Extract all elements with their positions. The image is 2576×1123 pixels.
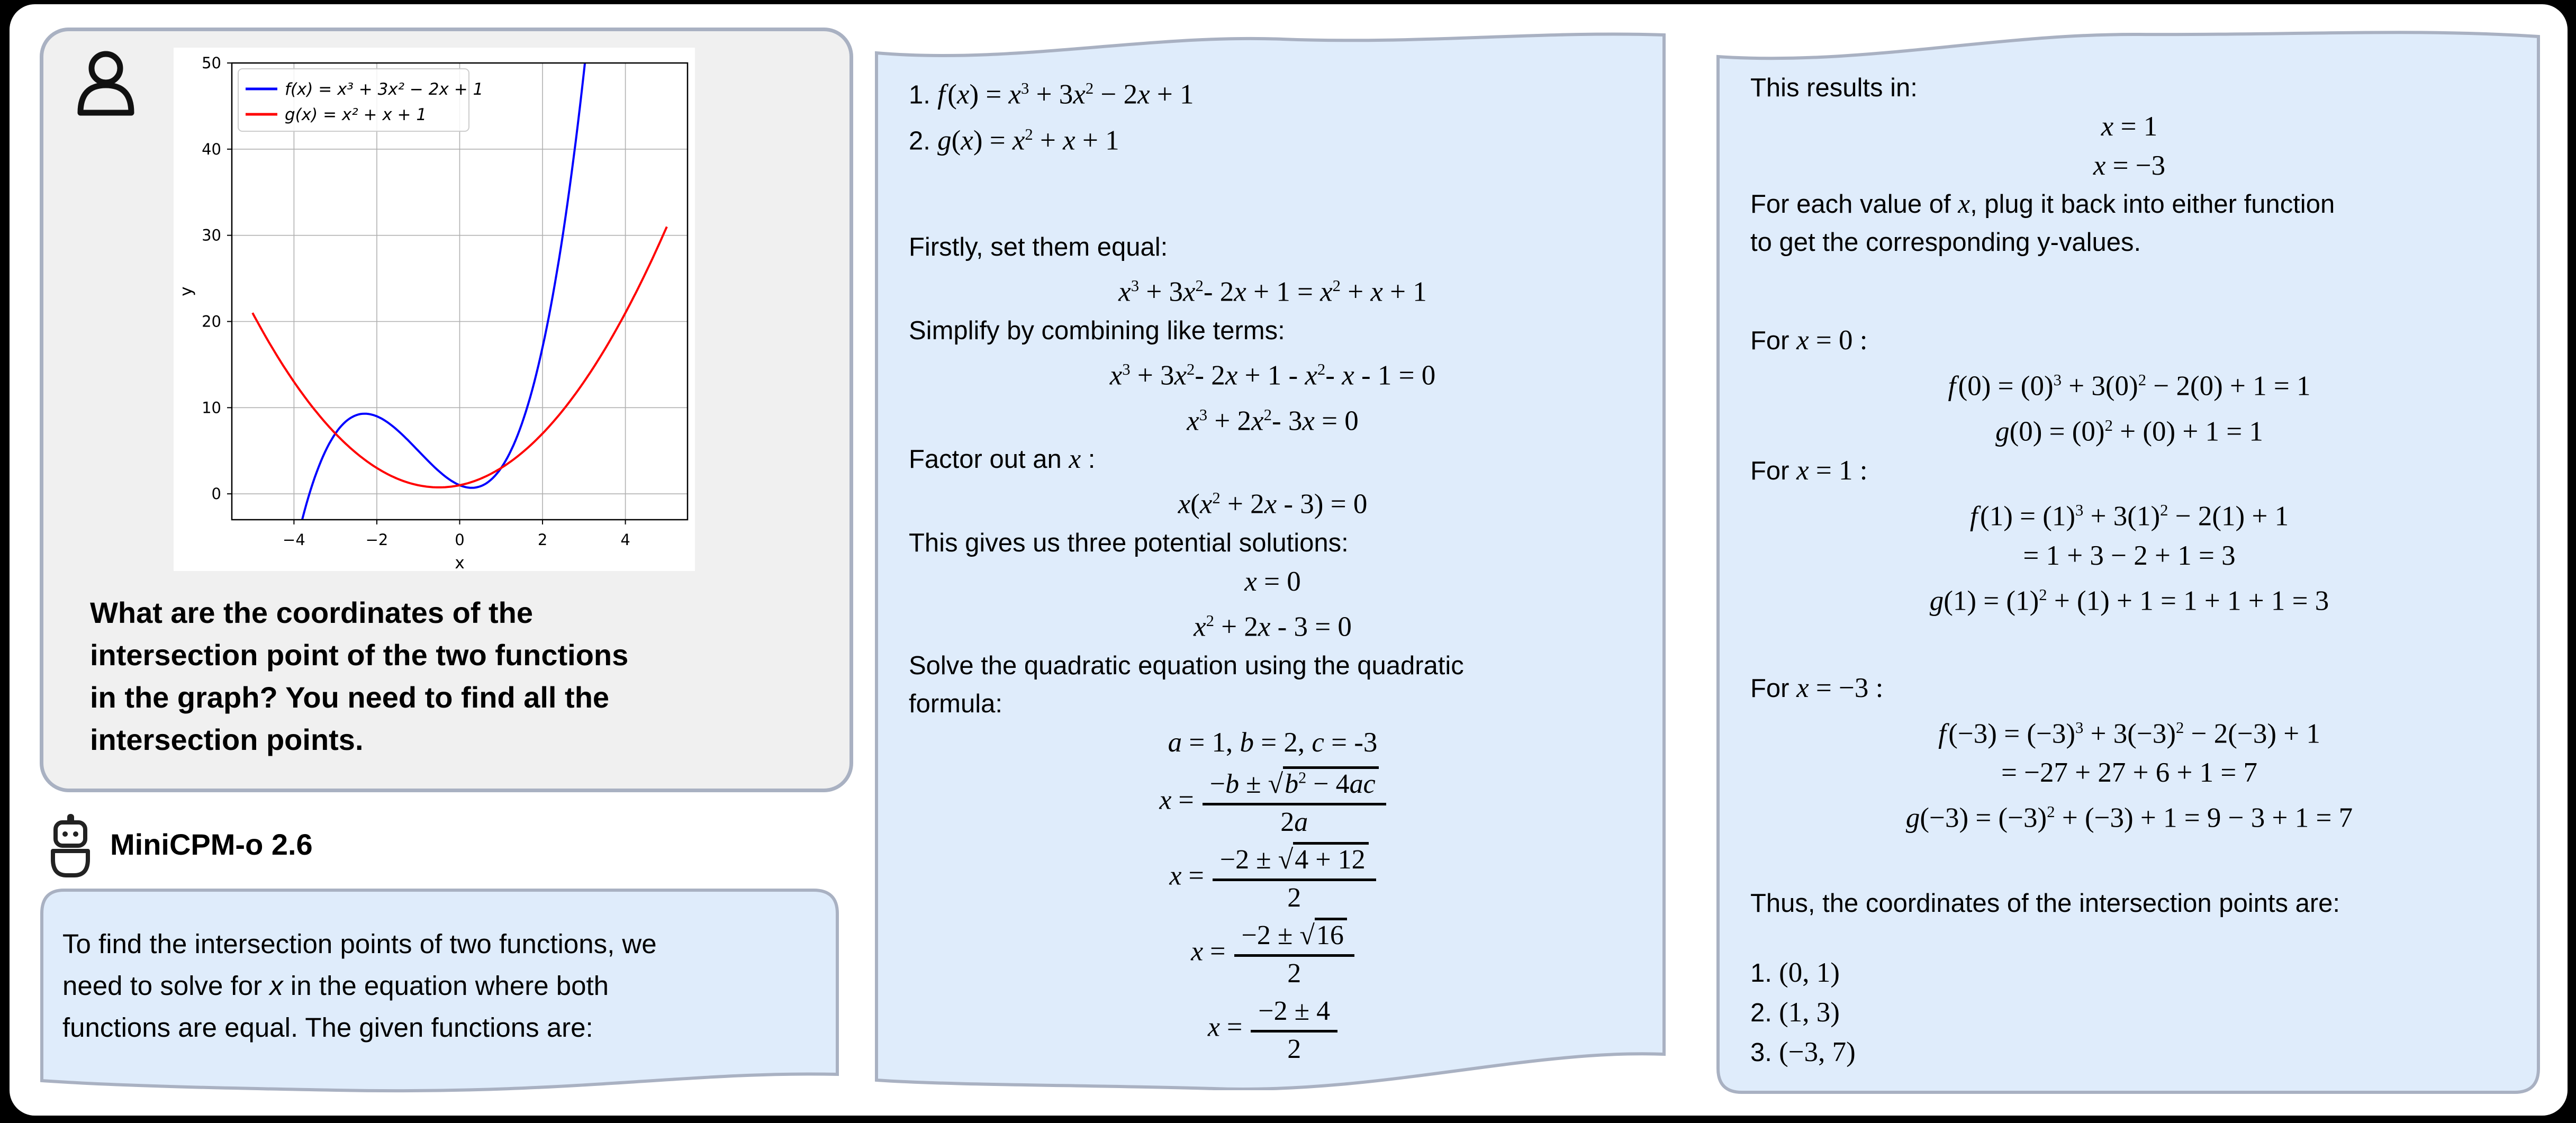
- spacer: [1750, 621, 2508, 668]
- right-panel-lines: [1750, 69, 2508, 1072]
- svg-text:−4: −4: [283, 531, 305, 549]
- text-line: Solve the quadratic equation using the quadratic formula:: [909, 651, 1464, 718]
- text-line: This results in:: [1750, 74, 1918, 102]
- equation-line: 1. (0, 1): [1750, 957, 1840, 988]
- equation-line: 3. (−3, 7): [1750, 1036, 1856, 1067]
- legend: [238, 69, 483, 131]
- equation-line: $x^3 + 3x^2-$ $2x + 1 = x^2 + x + 1$: [1118, 276, 1427, 307]
- assistant-intro-text: To find the intersection points of two functions, we need to solve for x in the equation where both functions are equal. The given functions are:: [62, 929, 657, 1043]
- text-line: Factor out an x :: [909, 444, 1096, 475]
- svg-text:40: 40: [202, 140, 221, 158]
- equation-line: $x^2 + 2x - 3 = 0$: [1194, 611, 1352, 642]
- equation-line: f $(1) = (1)^3 + 3(1)^2 - 2(1) + 1$: [1969, 501, 2289, 532]
- plot-area: [174, 48, 695, 571]
- equation-line: = 1 + 3 − 2 + 1 = 3: [2023, 540, 2236, 571]
- spacer: [1750, 922, 2508, 953]
- svg-text:−2: −2: [365, 531, 388, 549]
- text-line: Simplify by combining like terms:: [909, 316, 1285, 345]
- robot-icon: [51, 814, 90, 879]
- equation-line: $g(1) = (1)^2 + (1) + 1 = 1 + 1 + 1 = 3$: [1929, 585, 2329, 617]
- equation-line: f $(0) = (0)^3 + 3(0)^2 - 2(0) + 1 = 1$: [1948, 370, 2311, 402]
- equation-line: $x^3 + 2x^2-$ 3x = 0: [1187, 405, 1359, 437]
- text-line: This gives us three potential solutions:: [909, 528, 1349, 557]
- equation-line: For x = 0 :: [1750, 325, 1868, 356]
- equation-line: 2. $g(x) = x^2 + x + 1$: [909, 125, 1119, 156]
- middle-panel-lines: [909, 69, 1637, 1070]
- equation-line: 1. f $(x) = x^3 + 3x^2 - 2x + 1$: [909, 79, 1194, 110]
- svg-text:30: 30: [202, 226, 221, 244]
- svg-text:4: 4: [620, 531, 630, 549]
- text-line: Thus, the coordinates of the intersection points are:: [1750, 889, 2340, 918]
- equation-line: = −27 + 27 + 6 + 1 = 7: [2001, 757, 2258, 789]
- question-text: What are the coordinates of the intersection point of the two functions in the graph? You need to find all the intersection points.: [90, 596, 629, 756]
- equation-line: f $(-3) = (-3)^3 + 3(-3)^2 - 2(-3) + 1$: [1938, 718, 2320, 749]
- equation-line: x = −3: [2093, 150, 2166, 181]
- equation-line: x = 1: [2101, 111, 2158, 142]
- equation-line: a = 1, b = 2, c = -3: [1168, 727, 1378, 758]
- user-icon: [74, 50, 138, 116]
- spacer: [909, 160, 1637, 228]
- equation-fraction-line: x = $\frac{-2 \pm √16}{2}$: [909, 919, 1637, 989]
- y-axis-label: y: [177, 286, 196, 296]
- svg-text:10: 10: [202, 399, 221, 417]
- equation-line: x = 0: [1244, 566, 1301, 597]
- equation-fraction-line: x = $\frac{-2 \pm 4}{2}$: [909, 994, 1637, 1065]
- svg-text:20: 20: [202, 312, 221, 331]
- equation-line: $g(-3) = (-3)^2 + (-3) + 1 = 9 - 3 + 1 = 7$: [1905, 802, 2353, 834]
- text-line: For each value of x, plug it back into either function to get the corresponding y-values.: [1750, 189, 2335, 257]
- equation-line: $g(0) = (0)^2 + (0) + 1 = 1$: [1995, 416, 2263, 447]
- svg-text:2: 2: [537, 531, 548, 549]
- svg-text:0: 0: [455, 531, 465, 549]
- svg-text:g(x) = x² + x + 1: g(x) = x² + x + 1: [285, 105, 427, 124]
- model-name-label: MiniCPM-o 2.6: [110, 828, 313, 861]
- svg-text:0: 0: [211, 485, 221, 503]
- spacer: [1750, 261, 2508, 321]
- equation-line: $x(x^2 + 2x - 3) = 0$: [1178, 488, 1368, 520]
- function-plot: [174, 48, 695, 571]
- equation-line: For x = −3 :: [1750, 672, 1884, 703]
- svg-text:50: 50: [202, 54, 221, 72]
- equation-fraction-line: x = $\frac{-b \pm √b^2 - 4ac}{2a}$: [909, 767, 1637, 838]
- equation-line: $x^3 + 3x^2-$ $2x + 1 - x^2-$ x - 1 = 0: [1109, 360, 1436, 391]
- equation-line: For x = 1 :: [1750, 455, 1868, 486]
- text-line: Firstly, set them equal:: [909, 233, 1168, 262]
- svg-text:f(x) = x³ + 3x² − 2x + 1: f(x) = x³ + 3x² − 2x + 1: [285, 80, 484, 99]
- equation-line: 2. (1, 3): [1750, 997, 1840, 1028]
- equation-fraction-line: x = $\frac{-2 \pm √4 + 12}{2}$: [909, 843, 1637, 913]
- x-axis-label: x: [455, 554, 465, 571]
- spacer: [1750, 838, 2508, 884]
